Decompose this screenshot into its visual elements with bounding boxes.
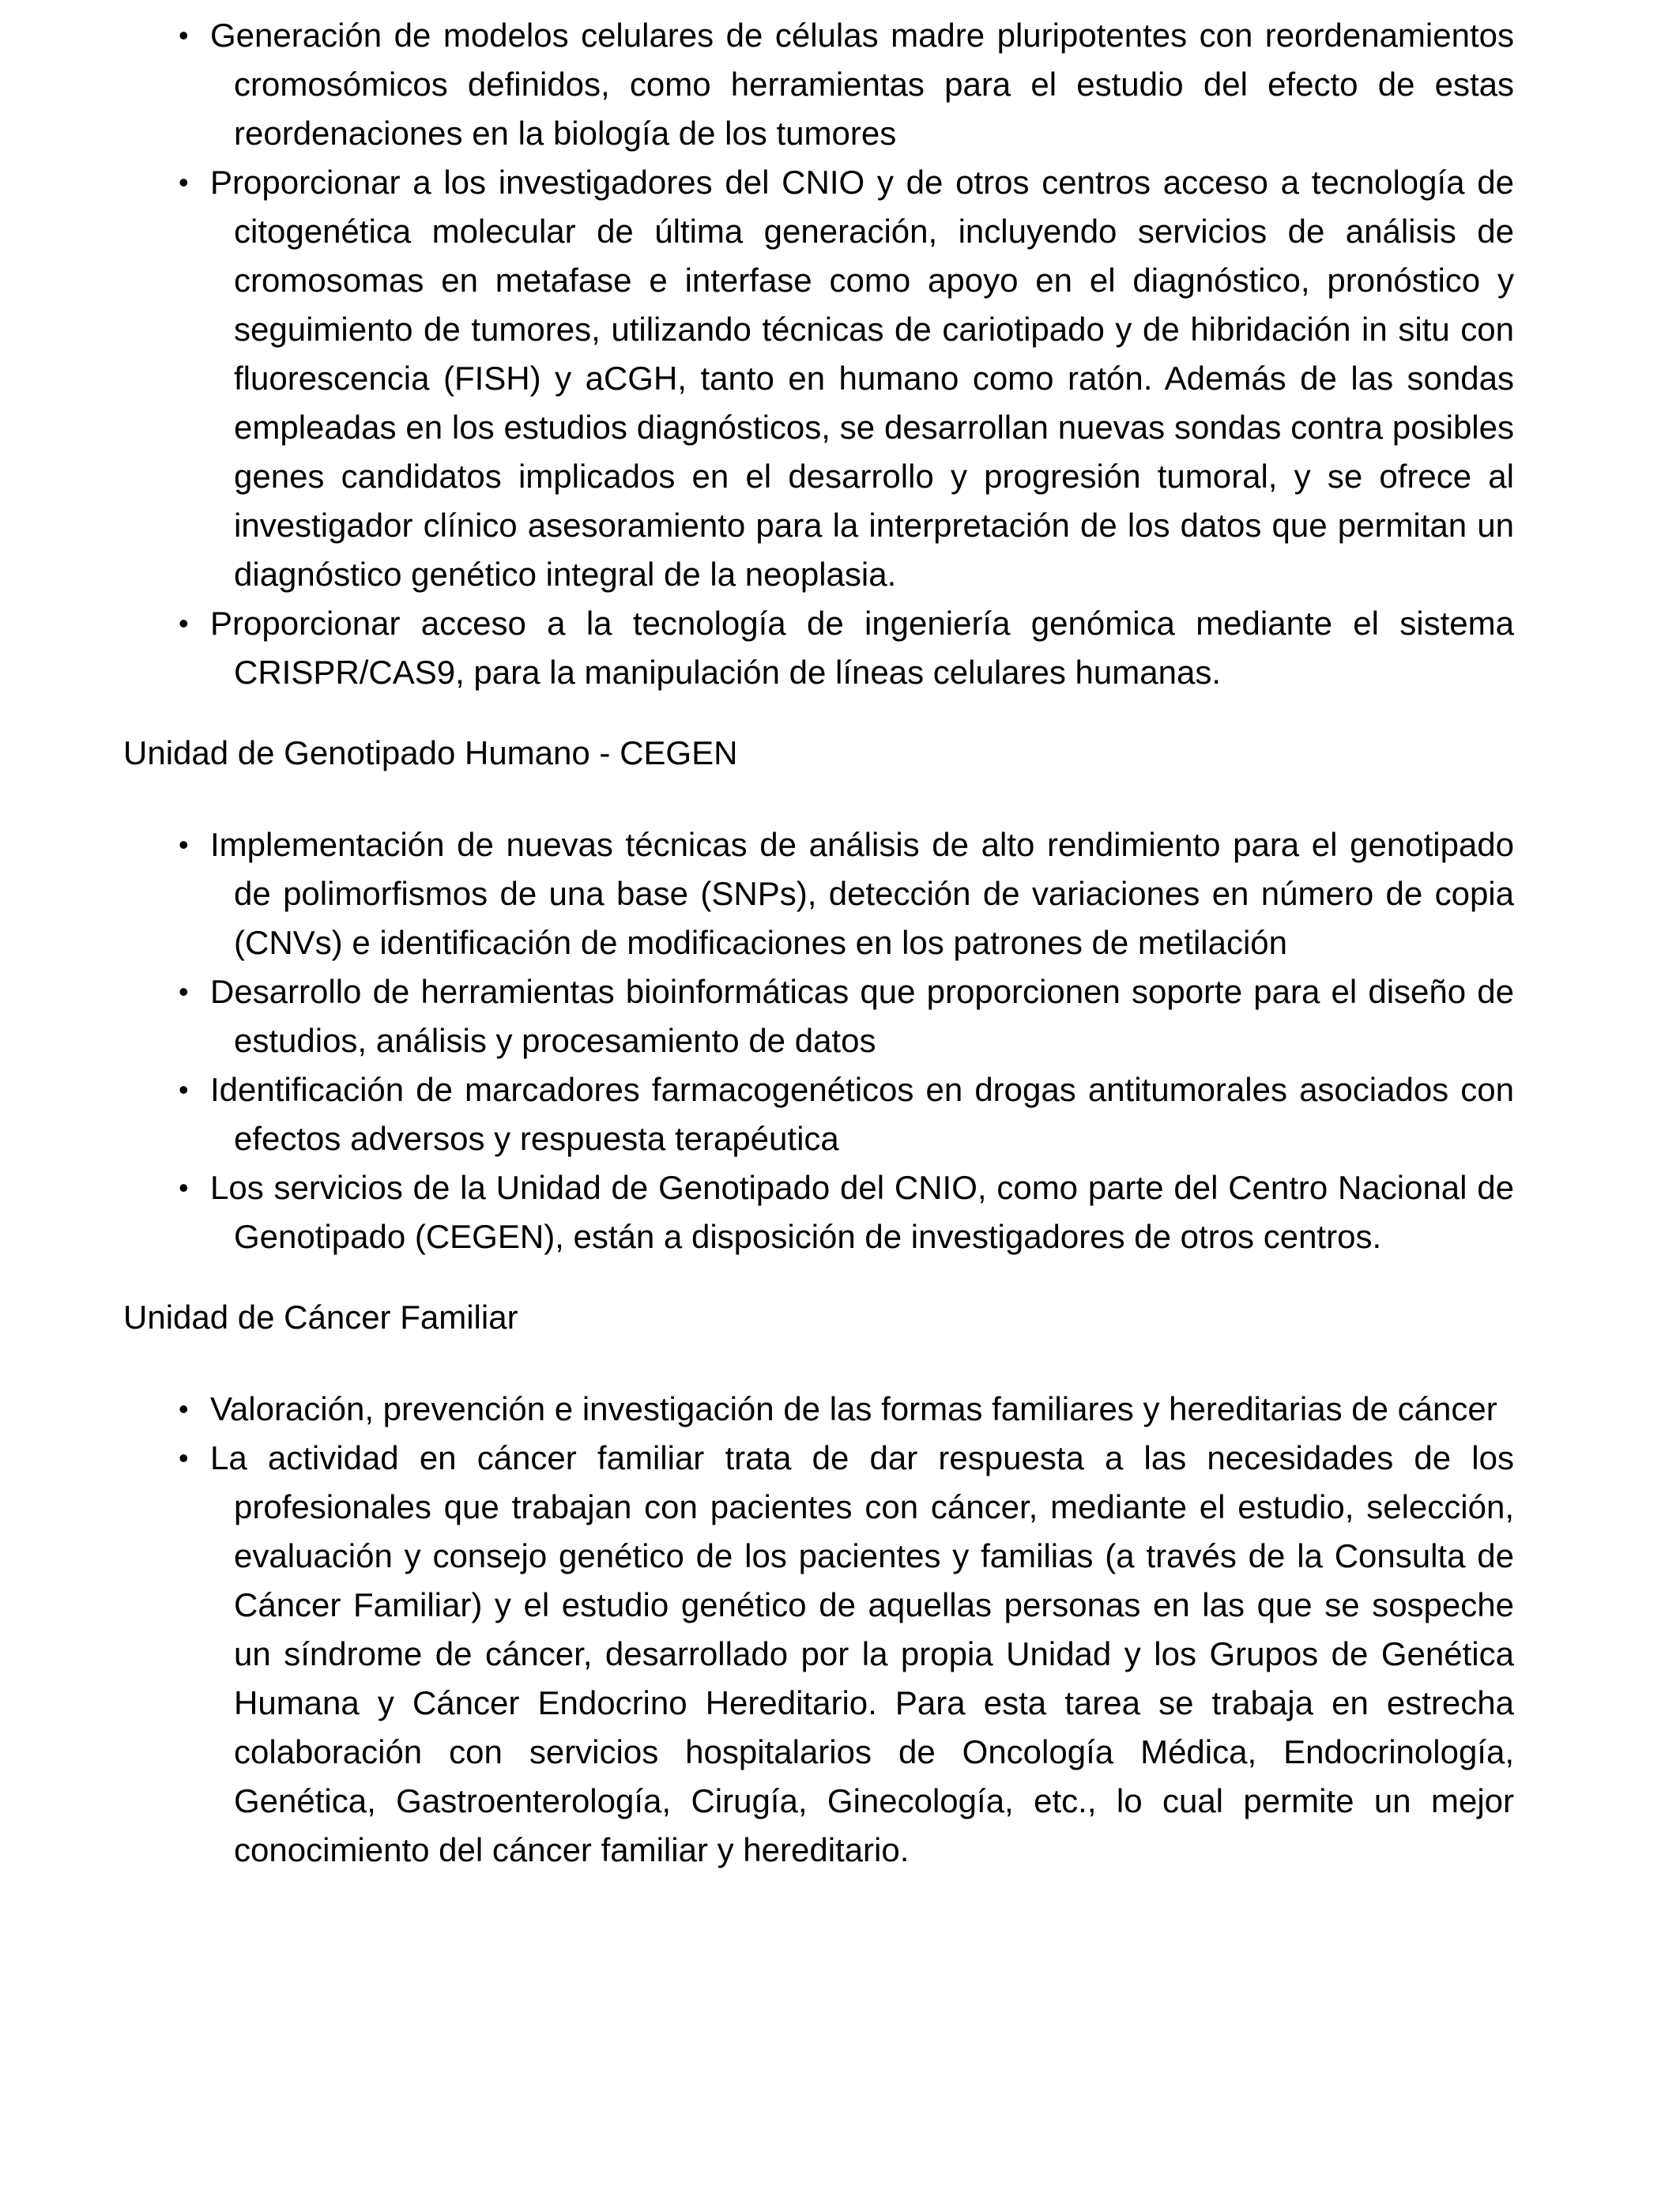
spacer — [123, 1342, 1514, 1385]
spacer — [123, 778, 1514, 820]
list-item: • Identificación de marcadores farmacogenéticos en drogas antitumorales asociados con efectos adversos y respuesta terapéutica — [123, 1065, 1514, 1163]
bullet-icon: • — [179, 828, 189, 861]
bullet-icon: • — [179, 1442, 189, 1474]
bullet-list-cytogenetics — [123, 11, 1514, 697]
bullet-icon: • — [179, 1171, 189, 1204]
list-item: • Generación de modelos celulares de células madre pluripotentes con reordenamientos cromosómicos definidos, como herramientas para el estudio del efecto de estas reordenaciones en la biología de los tumores — [123, 11, 1514, 158]
list-item: • Proporcionar acceso a la tecnología de ingeniería genómica mediante el sistema CRISPR/CAS9, para la manipulación de líneas celulares humanas. — [123, 599, 1514, 697]
bullet-list-genotipado — [123, 820, 1514, 1261]
bullet-icon: • — [179, 166, 189, 198]
bullet-icon: • — [179, 975, 189, 1008]
bullet-icon: • — [179, 607, 189, 639]
list-item: • Los servicios de la Unidad de Genotipado del CNIO, como parte del Centro Nacional de Genotipado (CEGEN), están a disposición de investigadores de otros centros. — [123, 1163, 1514, 1261]
list-item: • Proporcionar a los investigadores del CNIO y de otros centros acceso a tecnología de citogenética molecular de última generación, incluyendo servicios de análisis de cromosomas en metafase e interfase como apoyo en el diagnóstico, pronóstico y seguimiento de tumores, utilizando técnicas de cariotipado y de hibridación in situ con fluorescencia (FISH) y aCGH, tanto en humano como ratón. Además de las sondas empleadas en los estudios diagnósticos, se desarrollan nuevas sondas contra posibles genes candidatos implicados en el desarrollo y progresión tumoral, y se ofrece al investigador clínico asesoramiento para la interpretación de los datos que permitan un diagnóstico genético integral de la neoplasia. — [123, 158, 1514, 599]
bullet-icon: • — [179, 1073, 189, 1106]
bullet-icon: • — [179, 19, 189, 51]
list-item: • Valoración, prevención e investigación de las formas familiares y hereditarias de cáncer — [123, 1385, 1514, 1434]
bullet-list-cancer-familiar — [123, 1385, 1514, 1875]
list-item: • Implementación de nuevas técnicas de análisis de alto rendimiento para el genotipado de polimorfismos de una base (SNPs), detección de variaciones en número de copia (CNVs) e identificación de modificaciones en los patrones de metilación — [123, 820, 1514, 967]
spacer — [123, 1261, 1514, 1293]
list-item: • Desarrollo de herramientas bioinformáticas que proporcionen soporte para el diseño de estudios, análisis y procesamiento de datos — [123, 967, 1514, 1065]
document-body — [123, 11, 1514, 1875]
bullet-icon: • — [179, 1393, 189, 1425]
section-heading-genotipado: Unidad de Genotipado Humano - CEGEN — [123, 734, 738, 771]
list-item: • La actividad en cáncer familiar trata de dar respuesta a las necesidades de los profesionales que trabajan con pacientes con cáncer, mediante el estudio, selección, evaluación y consejo genético de los pacientes y familias (a través de la Consulta de Cáncer Familiar) y el estudio genético de aquellas personas en las que se sospeche un síndrome de cáncer, desarrollado por la propia Unidad y los Grupos de Genética Humana y Cáncer Endocrino Hereditario. Para esta tarea se trabaja en estrecha colaboración con servicios hospitalarios de Oncología Médica, Endocrinología, Genética, Gastroenterología, Cirugía, Ginecología, etc., lo cual permite un mejor conocimiento del cáncer familiar y hereditario. — [123, 1434, 1514, 1875]
spacer — [123, 697, 1514, 729]
section-heading-cancer-familiar: Unidad de Cáncer Familiar — [123, 1299, 518, 1336]
